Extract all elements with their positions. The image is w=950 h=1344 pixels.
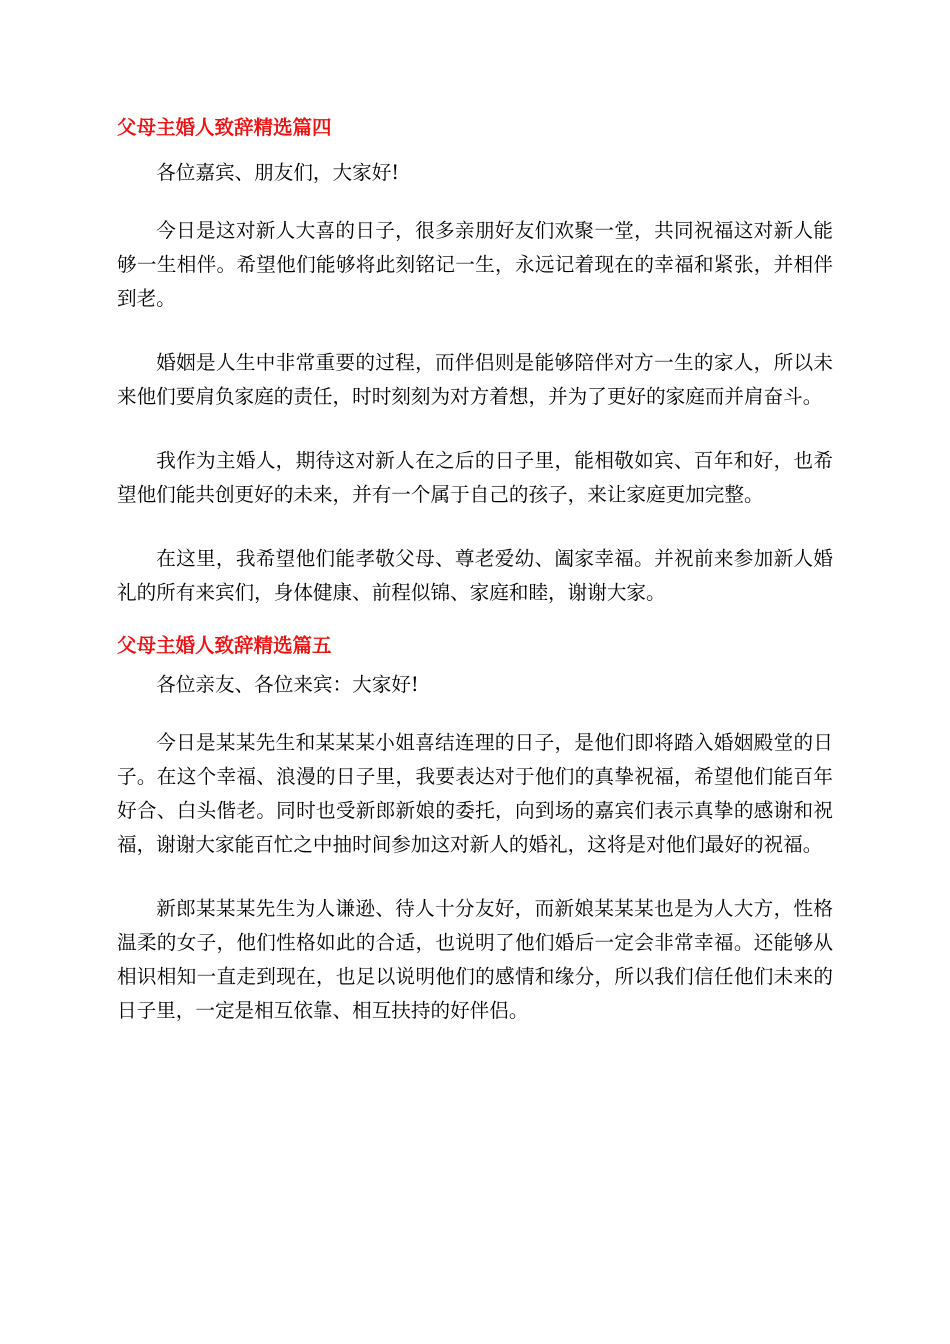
paragraph-greeting-5: 各位亲友、各位来宾：大家好! [156,673,419,696]
document-page [117,108,833,1028]
paragraph-4-2: 婚姻是人生中非常重要的过程，而伴侣则是能够陪伴对方一生的家人，所以未来他们要肩负家庭的责任，时时刻刻为对方着想，并为了更好的家庭而并肩奋斗。 [117,351,833,408]
paragraph-5-2: 新郎某某某先生为人谦逊、待人十分友好，而新娘某某某也是为人大方，性格温柔的女子，他们性格如此的合适，也说明了他们婚后一定会非常幸福。还能够从相识相知一直走到现在，也足以说明他们的感情和缘分，所以我们信任他们未来的日子里，一定是相互依靠、相互扶持的好伴侣。 [117,897,833,1022]
section-title-4: 父母主婚人致辞精选篇四 [117,116,332,139]
paragraph-4-3: 我作为主婚人，期待这对新人在之后的日子里，能相敬如宾、百年和好，也希望他们能共创更好的未来，并有一个属于自己的孩子，来让家庭更加完整。 [117,449,833,506]
paragraph-4-4: 在这里，我希望他们能孝敬父母、尊老爱幼、阖家幸福。并祝前来参加新人婚礼的所有来宾们，身体健康、前程似锦、家庭和睦，谢谢大家。 [117,547,833,604]
paragraph-greeting-4: 各位嘉宾、朋友们，大家好! [156,161,400,184]
paragraph-4-1: 今日是这对新人大喜的日子，很多亲朋好友们欢聚一堂，共同祝福这对新人能够一生相伴。希望他们能够将此刻铭记一生，永远记着现在的幸福和紧张，并相伴到老。 [117,219,833,310]
section-title-5: 父母主婚人致辞精选篇五 [117,634,332,657]
paragraph-5-1: 今日是某某先生和某某某小姐喜结连理的日子，是他们即将踏入婚姻殿堂的日子。在这个幸福、浪漫的日子里，我要表达对于他们的真挚祝福，希望他们能百年好合、白头偕老。同时也受新郎新娘的委托，向到场的嘉宾们表示真挚的感谢和祝福，谢谢大家能百忙之中抽时间参加这对新人的婚礼，这将是对他们最好的祝福。 [117,731,833,856]
